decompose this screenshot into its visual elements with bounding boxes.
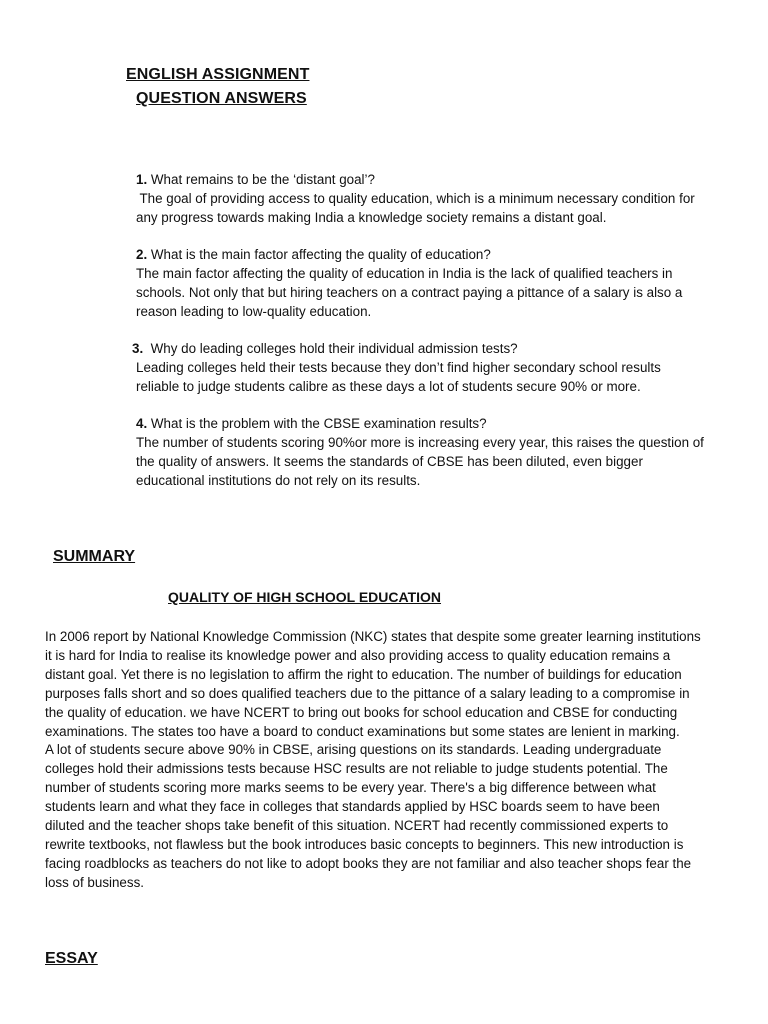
answer-line: The goal of providing access to quality education, which is a minimum necessary condition for	[136, 190, 695, 206]
question-line-1	[136, 171, 756, 190]
answer-line: the quality of answers. It seems the standards of CBSE has been diluted, even bigger	[136, 453, 643, 469]
summary-paragraph	[45, 628, 745, 893]
answer-line: reason leading to low-quality education.	[136, 303, 372, 319]
answer-line: reliable to judge students calibre as these days a lot of students secure 90% or more.	[136, 378, 641, 394]
summary-line: it is hard for India to realise its knowledge power and also providing access to quality education remains a	[45, 647, 671, 663]
question-line-3	[132, 340, 756, 359]
question-block-2	[136, 246, 756, 322]
question-block-3	[132, 340, 756, 397]
question-line-2	[136, 246, 756, 265]
question-block-1	[136, 171, 756, 228]
question-text: What is the problem with the CBSE examination results?	[150, 416, 487, 431]
question-line-4	[136, 415, 756, 434]
summary-line: A lot of students secure above 90% in CBSE, arising questions on its standards. Leading undergraduate	[45, 742, 662, 758]
question-text: Why do leading colleges hold their individual admission tests?	[146, 341, 518, 356]
document-title: ENGLISH ASSIGNMENT	[126, 66, 310, 83]
answer-line: The number of students scoring 90%or more is increasing every year, this raises the question of	[136, 434, 704, 450]
summary-line: number of students scoring more marks seems to be every year. There's a big difference between what	[45, 780, 656, 796]
summary-line: diluted and the teacher shops take benefit of this situation. NCERT had recently commissioned experts to	[45, 818, 669, 834]
question-number: 3.	[132, 341, 144, 356]
question-block-4	[136, 415, 756, 491]
summary-subheading: QUALITY OF HIGH SCHOOL EDUCATION	[168, 589, 442, 605]
summary-line: purposes falls short and so does qualified teachers due to the pittance of a salary leading to a compromise in	[45, 685, 690, 701]
question-text: What remains to be the ‘distant goal’?	[150, 172, 375, 187]
summary-line: students learn and what they face in colleges that standards applied by HSC boards seem to have been	[45, 799, 660, 815]
answer-line: Leading colleges held their tests because they don’t find higher secondary school results	[136, 359, 661, 375]
summary-line: distant goal. Yet there is no legislation to affirm the right to education. The number of buildings for education	[45, 666, 682, 682]
answer-line: educational institutions do not rely on its results.	[136, 472, 421, 488]
summary-line: colleges hold their admissions tests because HSC results are not reliable to judge students potential. The	[45, 761, 668, 777]
answer-line: The main factor affecting the quality of education in India is the lack of qualified teachers in	[136, 265, 673, 281]
question-number: 2.	[136, 247, 148, 262]
summary-line: the quality of education. we have NCERT to bring out books for school education and CBSE for conducting	[45, 704, 678, 720]
summary-heading: SUMMARY	[53, 548, 136, 565]
summary-line: In 2006 report by National Knowledge Commission (NKC) states that despite some greater learning institutions	[45, 629, 701, 644]
document-subtitle: QUESTION ANSWERS	[136, 90, 307, 107]
question-number: 1.	[136, 172, 148, 187]
question-number: 4.	[136, 416, 148, 431]
answer-line: any progress towards making India a knowledge society remains a distant goal.	[136, 209, 607, 225]
summary-line: rewrite textbooks, not flawless but the book introduces basic concepts to beginners. This new introduction is	[45, 836, 684, 852]
summary-line: examinations. The states too have a board to conduct examinations but some states are lenient in marking.	[45, 723, 680, 739]
summary-line: facing roadblocks as teachers do not like to adopt books they are not familiar and also teacher shops fear the	[45, 855, 692, 871]
summary-line: loss of business.	[45, 874, 144, 890]
essay-heading: ESSAY	[45, 950, 98, 967]
question-text: What is the main factor affecting the quality of education?	[150, 247, 491, 262]
answer-line: schools. Not only that but hiring teachers on a contract paying a pittance of a salary is also a	[136, 284, 683, 300]
